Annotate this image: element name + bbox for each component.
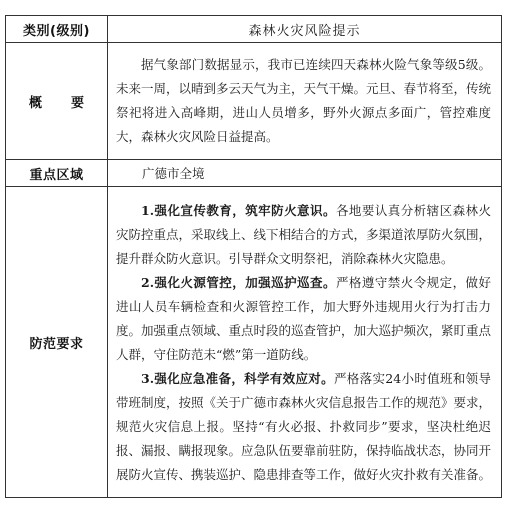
measure-body: 严格遵守禁火令规定，做好进山人员车辆检查和火源管控工作，加大野外违规用火行为打击力度。加强重点领域、重点时段的巡查管护，加大巡护频次，紧盯重点人群，守住防范未“燃”第一道防线。 xyxy=(116,274,492,362)
summary-cell xyxy=(108,43,502,160)
measure-heading: 1.强化宣传教育，筑牢防火意识。 xyxy=(141,202,336,218)
measure-item xyxy=(108,367,501,487)
summary-label: 概 要 xyxy=(6,43,108,160)
notice-title: 森林火灾风险提示 xyxy=(108,16,502,43)
summary-text: 据气象部门数据显示，我市已连续四天森林火险气象等级5级。未来一周，以晴到多云天气为主，天气干燥。元旦、春节将至，传统祭祀将进入高峰期，进山人员增多，野外火源点多面广，管控难度大，森林火灾风险日益提高。 xyxy=(116,57,492,144)
summary-row xyxy=(6,43,502,160)
header-row xyxy=(6,16,502,43)
risk-notice-table xyxy=(5,15,502,498)
measures-label: 防范要求 xyxy=(6,187,108,498)
measures-row xyxy=(6,187,502,498)
zone-row xyxy=(6,160,502,187)
measure-body: 各地要认真分析辖区森林火灾防控重点，采取线上、线下相结合的方式，多渠道浓厚防火氛围，提升群众防火意识。引导群众文明祭祀，消除森林火灾隐患。 xyxy=(116,202,492,266)
measures-cell xyxy=(108,187,502,498)
zone-cell xyxy=(108,160,502,187)
measure-body: 严格落实24小时值班和领导带班制度，按照《关于广德市森林火灾信息报告工作的规范》要求，规范火灾信息上报。坚持“有火必报、扑救同步”要求，坚决杜绝迟报、漏报、瞒报现象。应急队伍要靠前驻防，保持临战状态，协同开展防火宣传、携装巡护、隐患排查等工作，做好火灾扑救有关准备。 xyxy=(116,370,492,482)
category-label: 类别(级别) xyxy=(6,16,108,43)
zone-label: 重点区域 xyxy=(6,160,108,187)
measure-heading: 2.强化火源管控，加强巡护巡查。 xyxy=(141,274,336,290)
measure-item xyxy=(108,271,501,367)
zone-text: 广德市全境 xyxy=(142,166,205,181)
measure-item xyxy=(108,199,501,271)
measure-heading: 3.强化应急准备，科学有效应对。 xyxy=(141,370,334,386)
